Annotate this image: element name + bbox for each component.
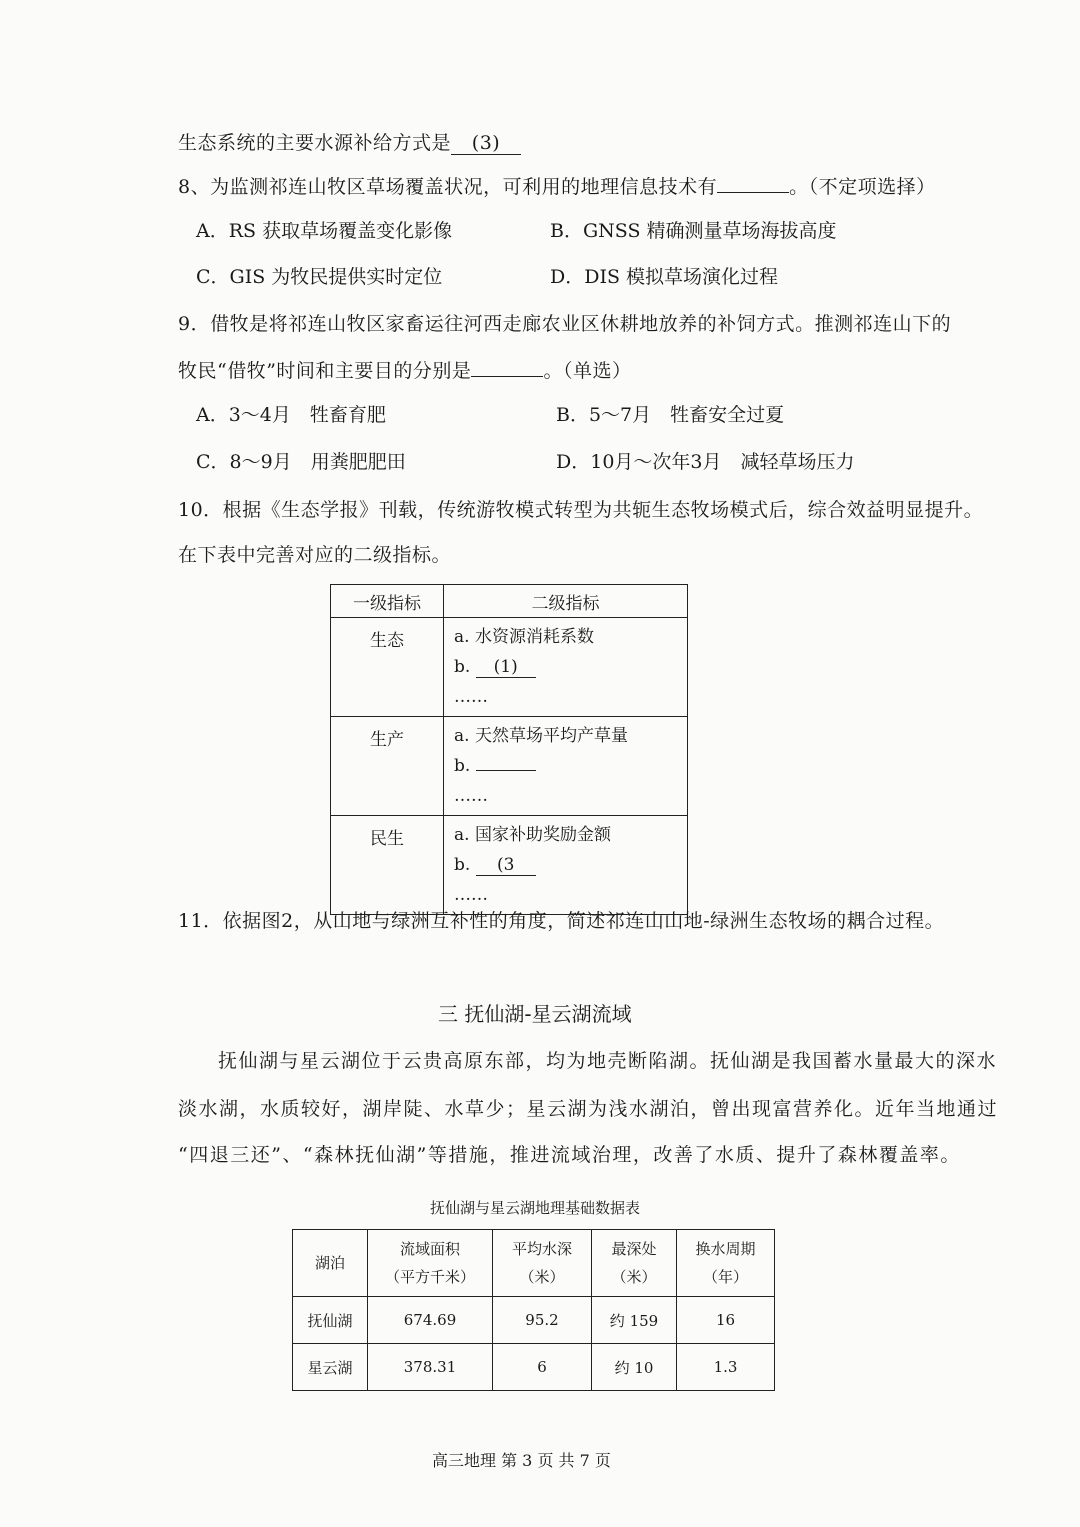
lake-header-text: 流域面积: [399, 1240, 460, 1258]
lake-header-text: 换水周期: [695, 1240, 756, 1258]
indicator-blank-1[interactable]: (1): [476, 658, 536, 678]
q9-line1: 9．借牧是将祁连山牧区家畜运往河西走廊农业区休耕地放养的补饲方式。推测祁连山下的: [178, 313, 952, 335]
indicator-blank-2[interactable]: [476, 770, 536, 771]
lake-header-max-depth: [592, 1230, 677, 1297]
lake-mean-depth-cell: 6: [493, 1344, 592, 1391]
q9-line2-head: 牧民“借牧”时间和主要目的分别是: [178, 360, 472, 382]
q9-option-b: B．5～7月 牲畜安全过夏: [556, 404, 785, 426]
q8-answer-blank[interactable]: [717, 192, 789, 193]
lake-header-name: [293, 1230, 368, 1297]
indicator-item-a: a. 国家补助奖励金额: [454, 825, 611, 845]
table-row: [293, 1344, 775, 1391]
lake-area-cell: 674.69: [368, 1297, 493, 1344]
lake-header-text: 最深处: [611, 1240, 657, 1258]
lake-area-cell: 378.31: [368, 1344, 493, 1391]
lake-mean-depth-cell: 95.2: [493, 1297, 592, 1344]
indicator-item-b: [454, 850, 687, 880]
indicator-table: [330, 584, 688, 915]
lake-header-unit: （平方千米）: [384, 1268, 475, 1286]
q8-option-a: A．RS 获取草场覆盖变化影像: [196, 220, 453, 242]
q9-option-c: C．8～9月 用粪肥肥田: [196, 451, 406, 473]
lake-data-table: [292, 1229, 775, 1391]
indicator-level1-cell: 民生: [331, 816, 444, 915]
indicator-item-b: [454, 652, 687, 682]
q8-option-c: C．GIS 为牧民提供实时定位: [196, 266, 443, 288]
q7-tail-line: [178, 128, 521, 155]
q9-option-a: A．3～4月 牲畜育肥: [196, 404, 386, 426]
lake-header-exchange-period: [677, 1230, 775, 1297]
lake-header-area: [368, 1230, 493, 1297]
q8-stem-line: [178, 172, 936, 199]
lake-header-unit: （米）: [519, 1268, 565, 1286]
indicator-level1-cell: 生产: [331, 717, 444, 816]
q8-stem: 8、为监测祁连山牧区草场覆盖状况，可利用的地理信息技术有: [178, 176, 718, 198]
q11-text: 11．依据图2，从山地与绿洲互补性的角度，简述祁连山山地-绿洲生态牧场的耦合过程。: [178, 910, 945, 932]
lake-name-cell: 抚仙湖: [293, 1297, 368, 1344]
q10-line1: 10．根据《生态学报》刊载，传统游牧模式转型为共轭生态牧场模式后，综合效益明显提升。: [178, 499, 984, 521]
section-paragraph-line: 抚仙湖与星云湖位于云贵高原东部，均为地壳断陷湖。抚仙湖是我国蓄水量最大的深水: [218, 1050, 998, 1072]
indicator-row: [331, 816, 688, 915]
q9-line2-tail: 。（单选）: [543, 360, 632, 382]
q9-answer-blank[interactable]: [471, 376, 543, 377]
lake-max-depth-cell: 约 10: [592, 1344, 677, 1391]
section-paragraph-line: “四退三还”、“森林抚仙湖”等措施，推进流域治理，改善了水质、提升了森林覆盖率。: [178, 1144, 961, 1166]
indicator-level2-cell: [444, 717, 688, 816]
q7-tail-text: 生态系统的主要水源补给方式是: [178, 132, 452, 154]
lake-header-mean-depth: [493, 1230, 592, 1297]
q8-option-d: D．DIS 模拟草场演化过程: [550, 266, 779, 288]
q8-stem-tail: 。（不定项选择）: [789, 176, 936, 198]
q10-line2: 在下表中完善对应的二级指标。: [178, 544, 452, 566]
indicator-item-b-label: b.: [454, 855, 471, 875]
q7-answer-blank[interactable]: (3): [451, 133, 521, 155]
q9-option-d: D．10月～次年3月 减轻草场压力: [556, 451, 855, 473]
indicator-item-b-label: b.: [454, 657, 471, 677]
indicator-level2-cell: [444, 618, 688, 717]
page-footer: 高三地理 第 3 页 共 7 页: [432, 1451, 611, 1470]
indicator-row: [331, 717, 688, 816]
lake-name-cell: 星云湖: [293, 1344, 368, 1391]
indicator-item-a: a. 天然草场平均产草量: [454, 726, 628, 746]
lake-header-unit: （米）: [611, 1268, 657, 1286]
indicator-more: ……: [454, 786, 488, 806]
indicator-level1-cell: 生态: [331, 618, 444, 717]
indicator-more: ……: [454, 687, 488, 707]
section-paragraph-line: 淡水湖，水质较好，湖岸陡、水草少；星云湖为浅水湖泊，曾出现富营养化。近年当地通过: [178, 1098, 999, 1120]
lake-max-depth-cell: 约 159: [592, 1297, 677, 1344]
lake-exchange-cell: 1.3: [677, 1344, 775, 1391]
indicator-header-level1: 一级指标: [331, 585, 444, 618]
indicator-blank-3[interactable]: (3: [476, 856, 536, 876]
table-row: [293, 1297, 775, 1344]
q8-option-b: B．GNSS 精确测量草场海拔高度: [550, 220, 837, 242]
indicator-more: ……: [454, 885, 488, 905]
indicator-item-b-label: b.: [454, 756, 471, 776]
section-title: 三 抚仙湖-星云湖流域: [438, 1002, 632, 1026]
indicator-header-level2: 二级指标: [444, 585, 688, 618]
lake-header-text: 湖泊: [314, 1254, 345, 1272]
indicator-level2-cell: [444, 816, 688, 915]
q9-line2: [178, 356, 631, 383]
indicator-item-b: [454, 751, 687, 781]
indicator-item-a: a. 水资源消耗系数: [454, 627, 594, 647]
lake-exchange-cell: 16: [677, 1297, 775, 1344]
lake-header-text: 平均水深: [511, 1240, 572, 1258]
lake-table-title: 抚仙湖与星云湖地理基础数据表: [430, 1199, 641, 1217]
lake-header-unit: （年）: [702, 1268, 748, 1286]
indicator-row: [331, 618, 688, 717]
